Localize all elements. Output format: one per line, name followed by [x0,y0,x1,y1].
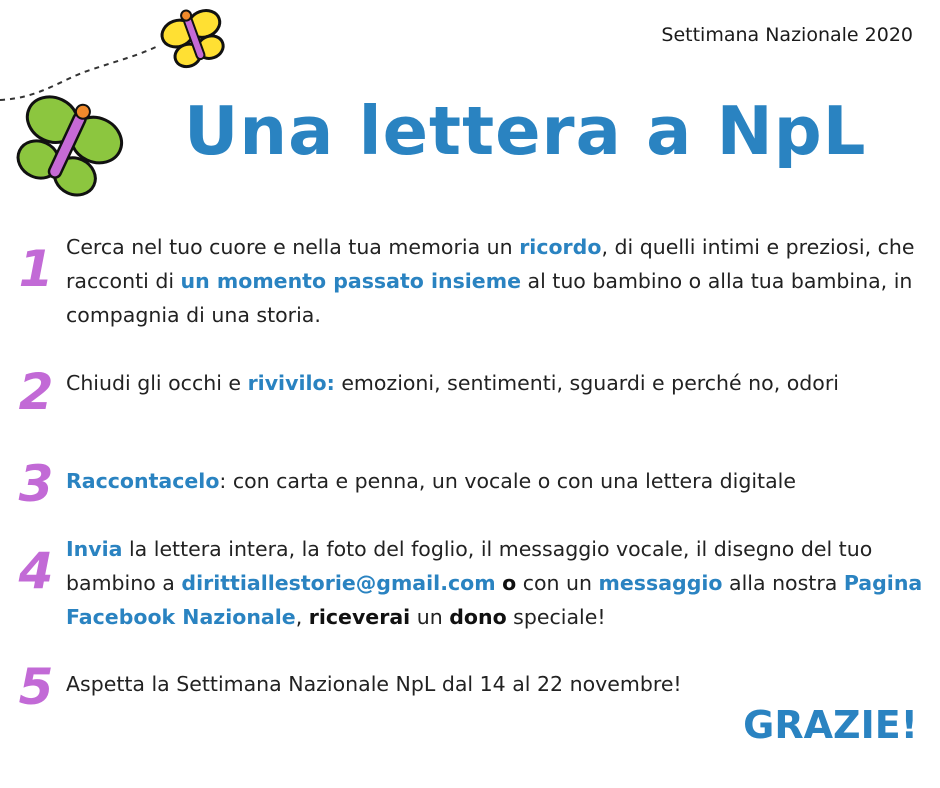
step-4-segment: riceverai [308,605,411,629]
step-4-segment: la lettera intera, la foto del foglio, il messaggio vocale, il disegno del tuo bambino a [66,537,873,595]
butterfly-yellow-icon [156,1,231,72]
step-text-5 [66,667,926,701]
step-text-3 [66,464,926,498]
step-4-segment[interactable]: dirittiallestorie@gmail.com [181,571,496,595]
step-text-1 [66,230,926,332]
step-4-segment: speciale! [506,605,606,629]
step-5-segment: Aspetta la Settimana Nazionale NpL dal 14 al 22 novembre! [66,672,682,696]
thanks-text: GRAZIE! [743,703,918,747]
butterfly-green-icon [4,84,131,205]
step-2-segment: Chiudi gli occhi e [66,371,248,395]
step-number-1: 1 [18,240,54,298]
step-number-4: 4 [18,542,54,600]
step-3-segment: Raccontacelo [66,469,220,493]
step-1-segment: un momento passato insieme [180,269,521,293]
step-1-segment: , di quelli intimi e preziosi, che racconti di [66,235,915,293]
step-1-segment: Cerca nel tuo cuore e nella tua memoria un [66,235,520,259]
step-2-segment: rivivilo: [247,371,335,395]
step-4-segment: dono [449,605,507,629]
flight-path [0,45,160,100]
step-4-segment: con un [516,571,599,595]
step-number-3: 3 [18,455,54,513]
step-4-segment: o [502,571,517,595]
event-label: Settimana Nazionale 2020 [661,24,913,46]
step-text-2 [66,366,926,400]
step-4-segment: Pagina Facebook Nazionale [66,571,923,629]
step-4-segment: , [295,605,309,629]
page-title: Una lettera a NpL [184,92,867,170]
step-1-segment: ricordo [519,235,602,259]
step-1-segment: al tuo bambino o alla tua bambina, in compagnia di una storia. [66,269,913,327]
step-3-segment: : con carta e penna, un vocale o con una lettera digitale [219,469,796,493]
step-4-segment: messaggio [598,571,723,595]
step-2-segment: emozioni, sentimenti, sguardi e perché no, odori [334,371,839,395]
step-number-5: 5 [18,658,54,716]
step-4-segment: alla nostra [722,571,844,595]
step-4-segment: un [410,605,450,629]
step-text-4 [66,532,926,634]
step-number-2: 2 [18,363,54,421]
step-4-segment: Invia [66,537,123,561]
